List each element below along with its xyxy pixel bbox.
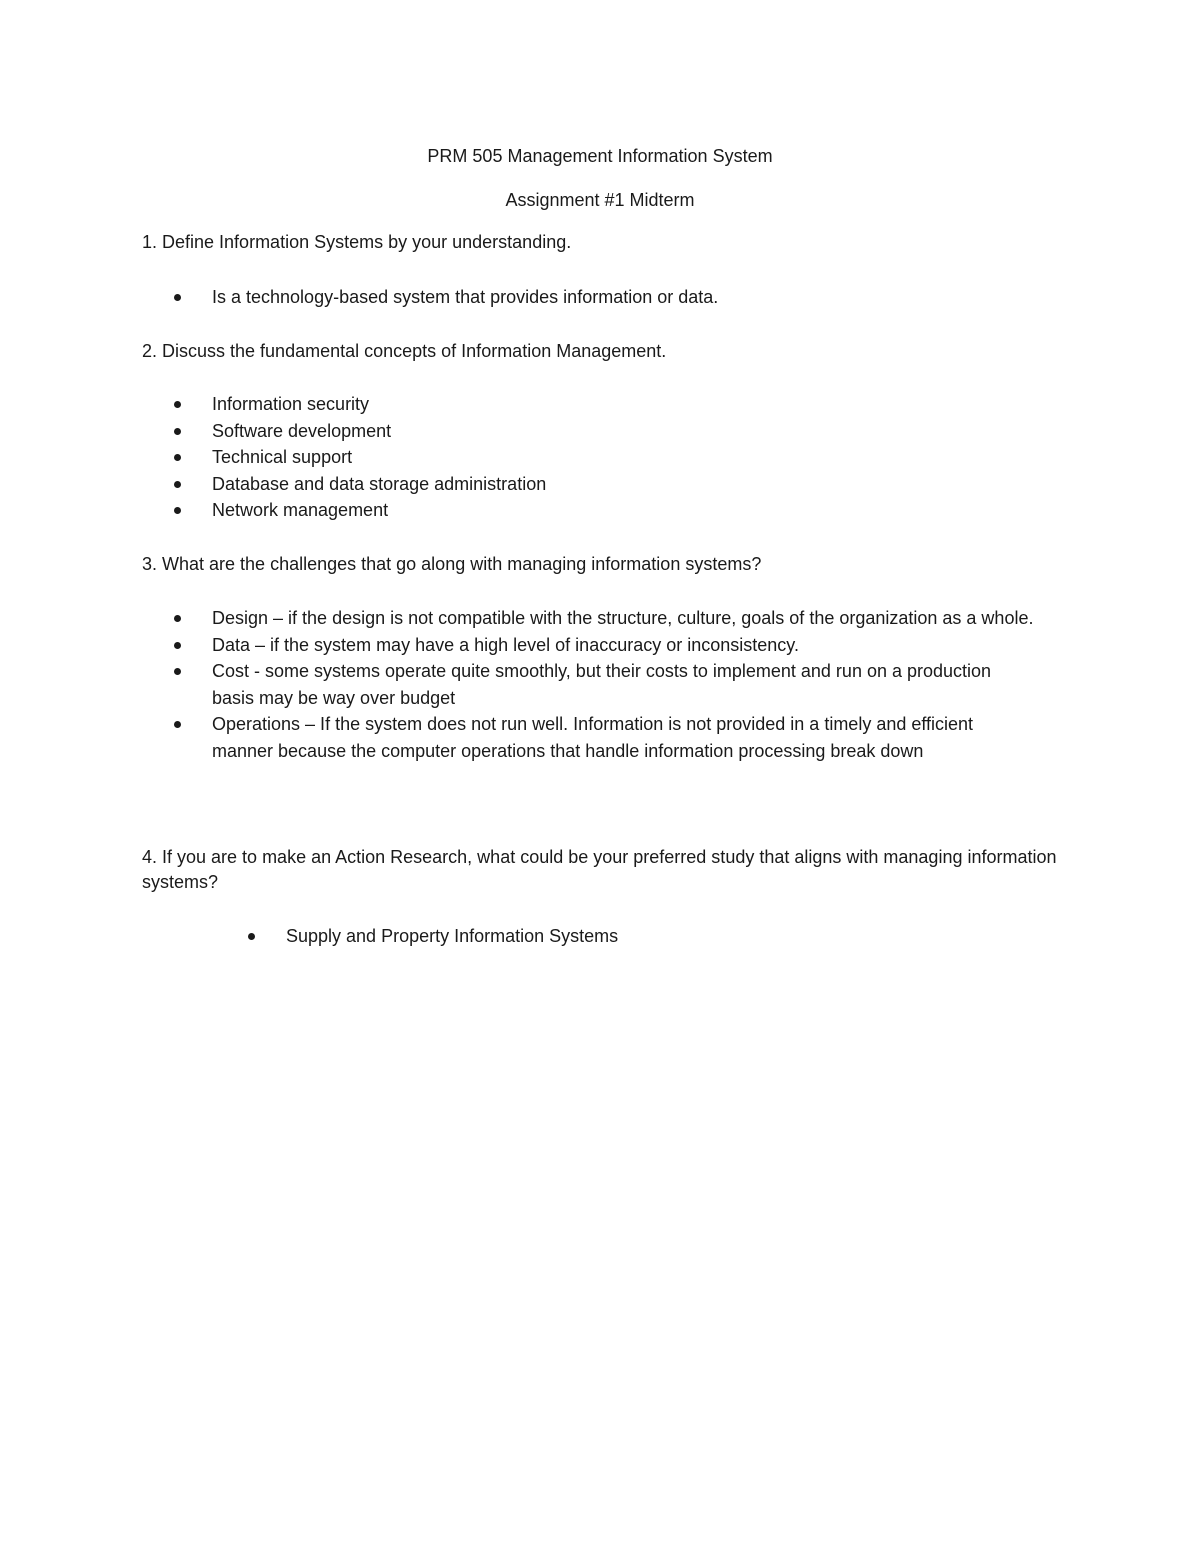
bullet-icon [174, 642, 181, 649]
bullet-icon [174, 721, 181, 728]
question-2: 2. Discuss the fundamental concepts of Information Management. [142, 341, 667, 361]
answer-list-3 [174, 605, 1064, 764]
question-4: 4. If you are to make an Action Research, what could be your preferred study that aligns with managing information systems? [142, 847, 1057, 892]
list-item [248, 923, 1068, 950]
bullet-icon [174, 294, 181, 301]
list-item [174, 711, 1064, 764]
bullet-icon [248, 933, 255, 940]
answer-text: Database and data storage administration [212, 473, 547, 494]
answer-text: Design – if the design is not compatible with the structure, culture, goals of the organization as a whole. [212, 608, 1034, 628]
bullet-icon [174, 615, 181, 622]
bullet-icon [174, 401, 181, 408]
answer-text: Data – if the system may have a high level of inaccuracy or inconsistency. [212, 634, 799, 655]
answer-list-2 [174, 391, 1074, 524]
bullet-icon [174, 454, 181, 461]
document-subtitle: Assignment #1 Midterm [505, 190, 695, 210]
question-1: 1. Define Information Systems by your understanding. [142, 232, 572, 252]
list-item [174, 658, 1064, 711]
bullet-icon [174, 481, 181, 488]
list-item [174, 497, 1074, 524]
list-item [174, 605, 1064, 632]
answer-text: Network management [212, 500, 389, 520]
answer-text: Software development [212, 420, 392, 441]
document-title: PRM 505 Management Information System [427, 146, 773, 166]
answer-text: Operations – If the system does not run well. Information is not provided in a timely and efficient manner because the computer operations that handle information processing break down [212, 714, 974, 761]
answer-text: Information security [212, 394, 370, 414]
answer-text: Technical support [212, 447, 353, 467]
list-item [174, 444, 1074, 471]
list-item [174, 418, 1074, 445]
question-3: 3. What are the challenges that go along with managing information systems? [142, 554, 762, 574]
answer-list-1 [174, 284, 1074, 311]
list-item [174, 471, 1074, 498]
bullet-icon [174, 428, 181, 435]
bullet-icon [174, 507, 181, 514]
bullet-icon [174, 668, 181, 675]
answer-text: Supply and Property Information Systems [286, 926, 619, 946]
list-item [174, 391, 1074, 418]
answer-text: Cost - some systems operate quite smoothly, but their costs to implement and run on a production basis may be way over budget [212, 661, 992, 708]
list-item [174, 632, 1064, 659]
list-item [174, 284, 1074, 311]
answer-list-4 [248, 923, 1068, 950]
answer-text: Is a technology-based system that provides information or data. [212, 287, 719, 307]
